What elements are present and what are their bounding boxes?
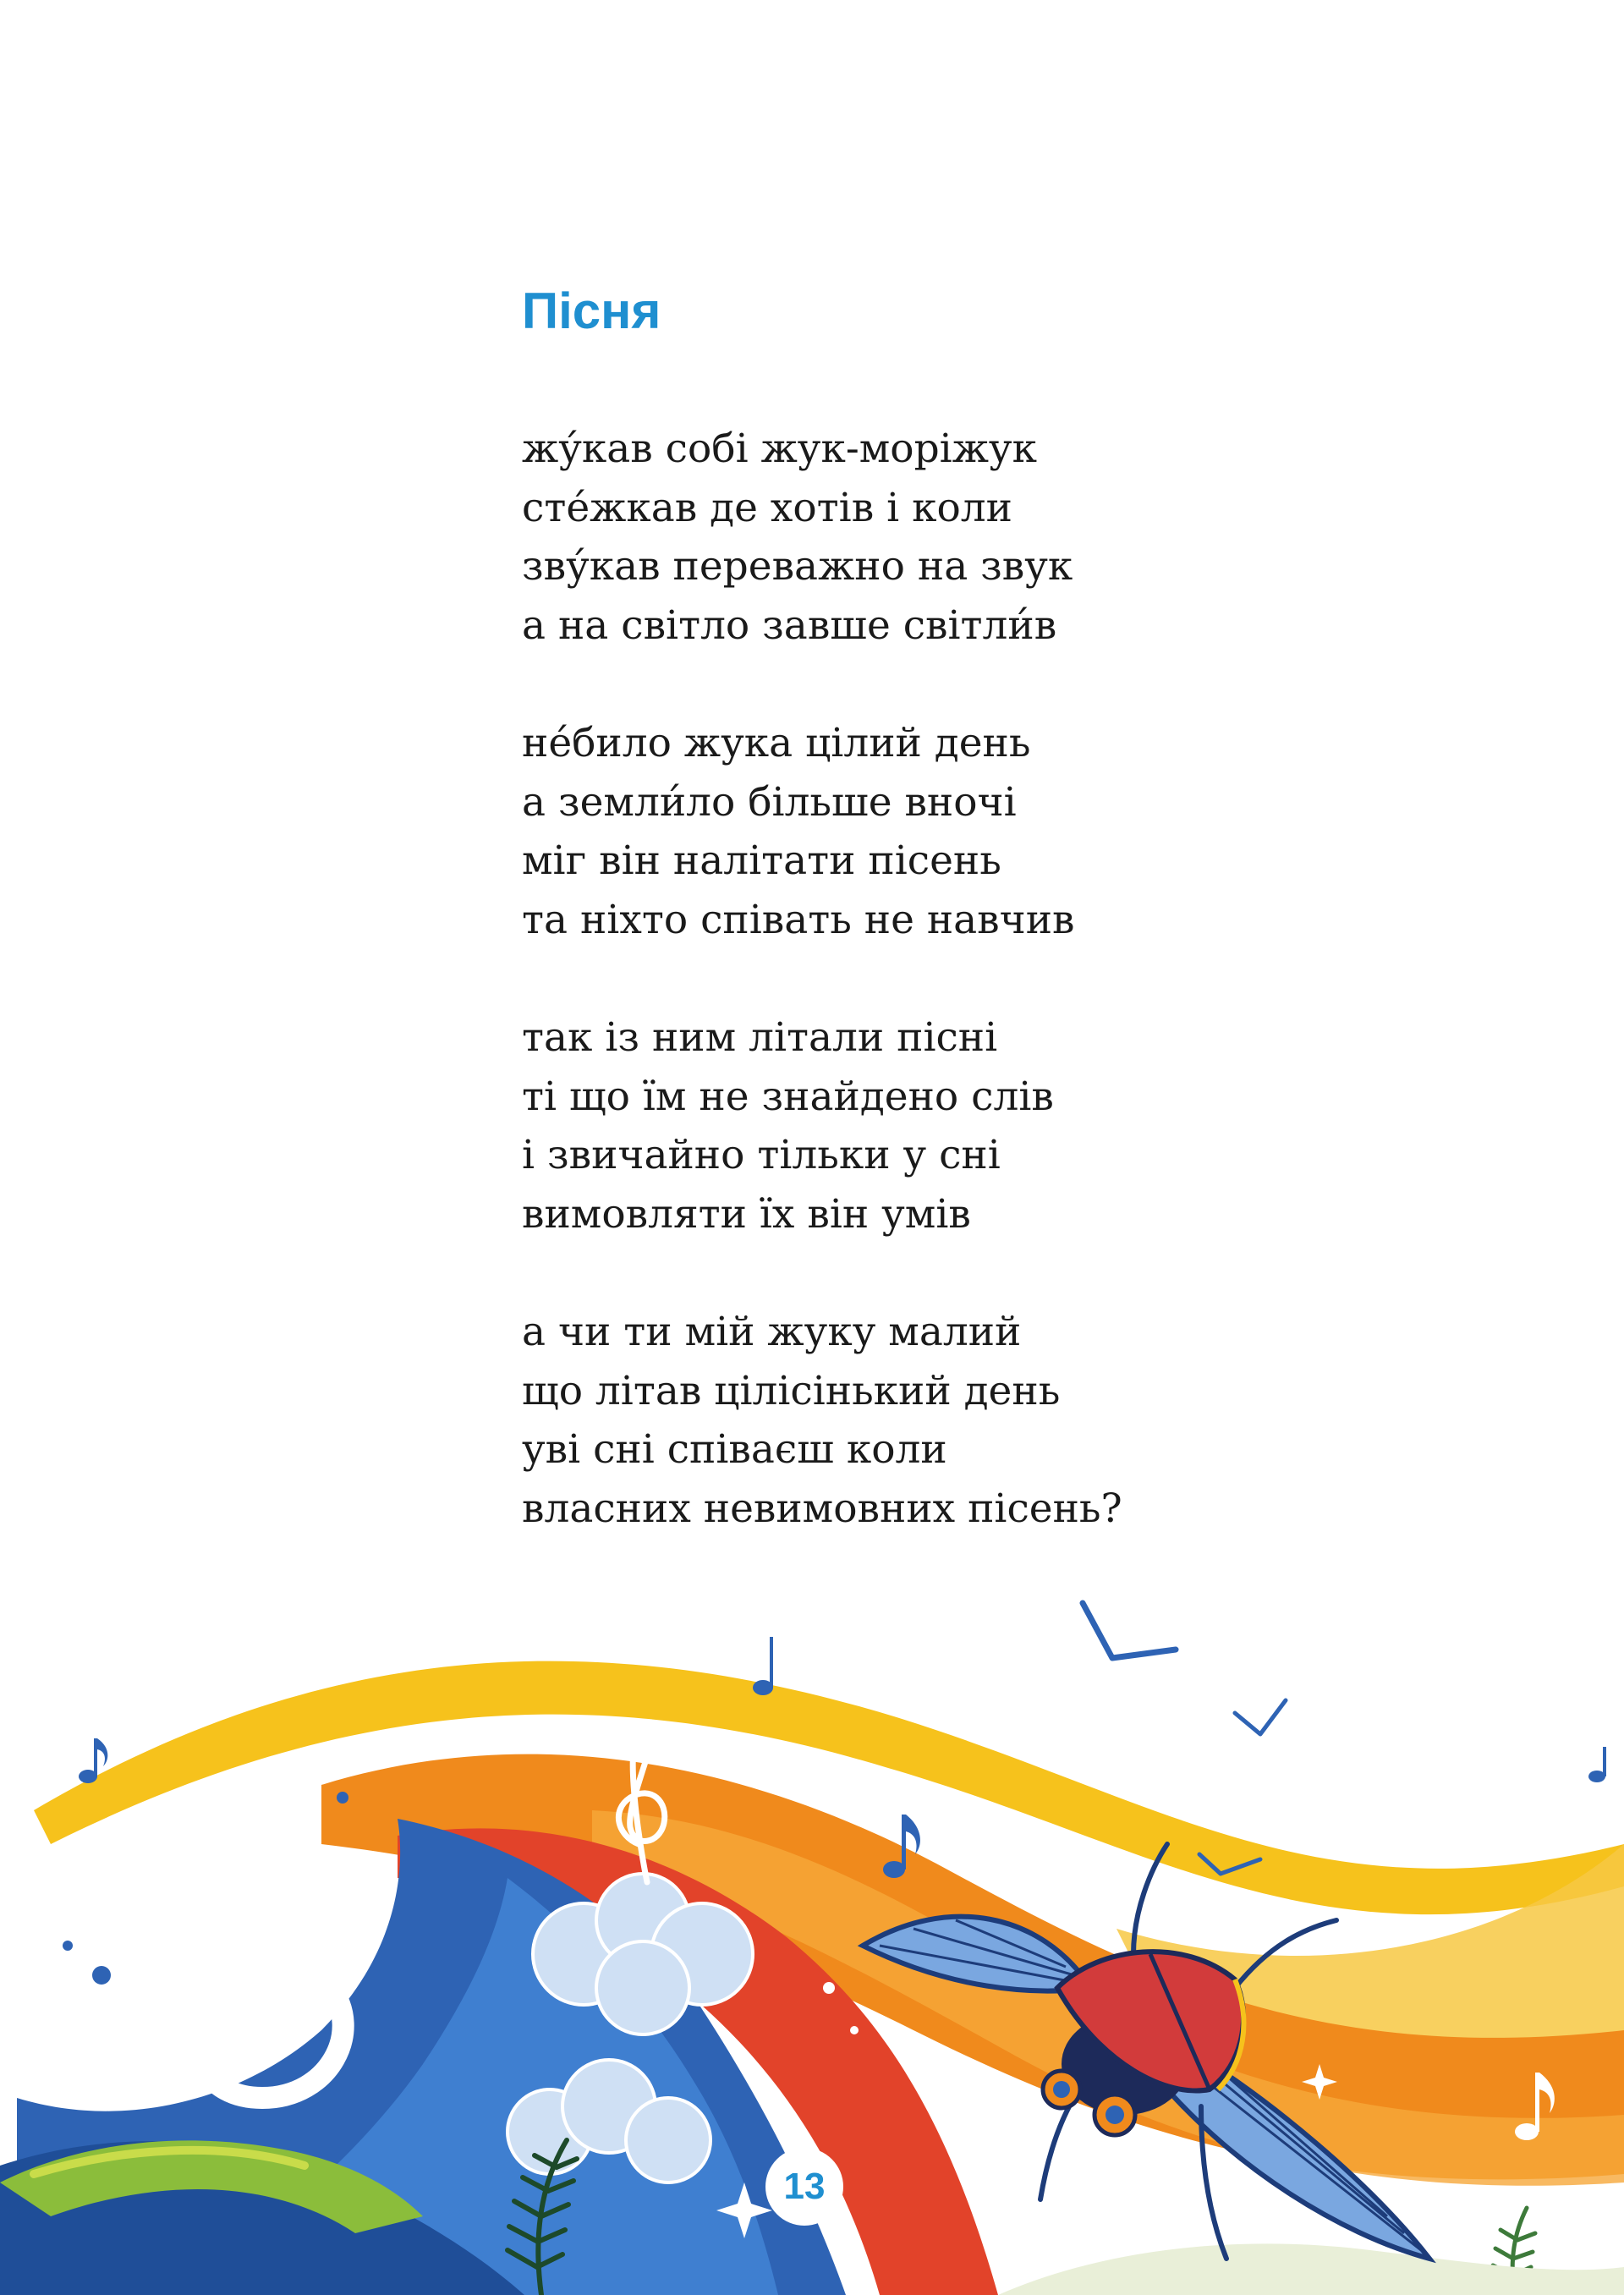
poem-title: Пісня: [522, 283, 661, 339]
poem-line: уві сні співаєш коли: [522, 1426, 947, 1473]
poem-line: і звичайно тільки у сні: [522, 1132, 1001, 1178]
stanza-4: [522, 1303, 1495, 1538]
poem-line: а на світло завше світли́в: [522, 601, 1057, 649]
poem-line: та ніхто співать не навчив: [522, 896, 1075, 943]
stanza-2: [522, 714, 1495, 949]
poem-line: так із ним літали пісні: [522, 1014, 998, 1061]
poem-line: зву́кав переважно на звук: [522, 543, 1073, 590]
poem-line: вимовляти їх він умів: [522, 1190, 971, 1238]
poem-line: власних невимовних пісень?: [522, 1485, 1122, 1532]
page-number: 13: [765, 2148, 843, 2226]
poem-line: жу́кав собі жук-моріжук: [522, 426, 1037, 472]
poem-line: що літав цілісінький день: [522, 1367, 1061, 1414]
stanza-3: [522, 1008, 1495, 1244]
poem-line: ті що їм не знайдено слів: [522, 1073, 1054, 1120]
poem-line: а земли́ло більше вночі: [522, 778, 1017, 826]
poem-line: міг він налітати пісень: [522, 837, 1001, 884]
stanza-1: [522, 420, 1495, 655]
poem-line: не́било жука цілий день: [522, 720, 1031, 766]
poem-line: а чи ти мій жуку малий: [522, 1309, 1022, 1355]
poem-body: [522, 420, 1495, 1597]
poem-line: сте́жкав де хотів і коли: [522, 484, 1012, 531]
